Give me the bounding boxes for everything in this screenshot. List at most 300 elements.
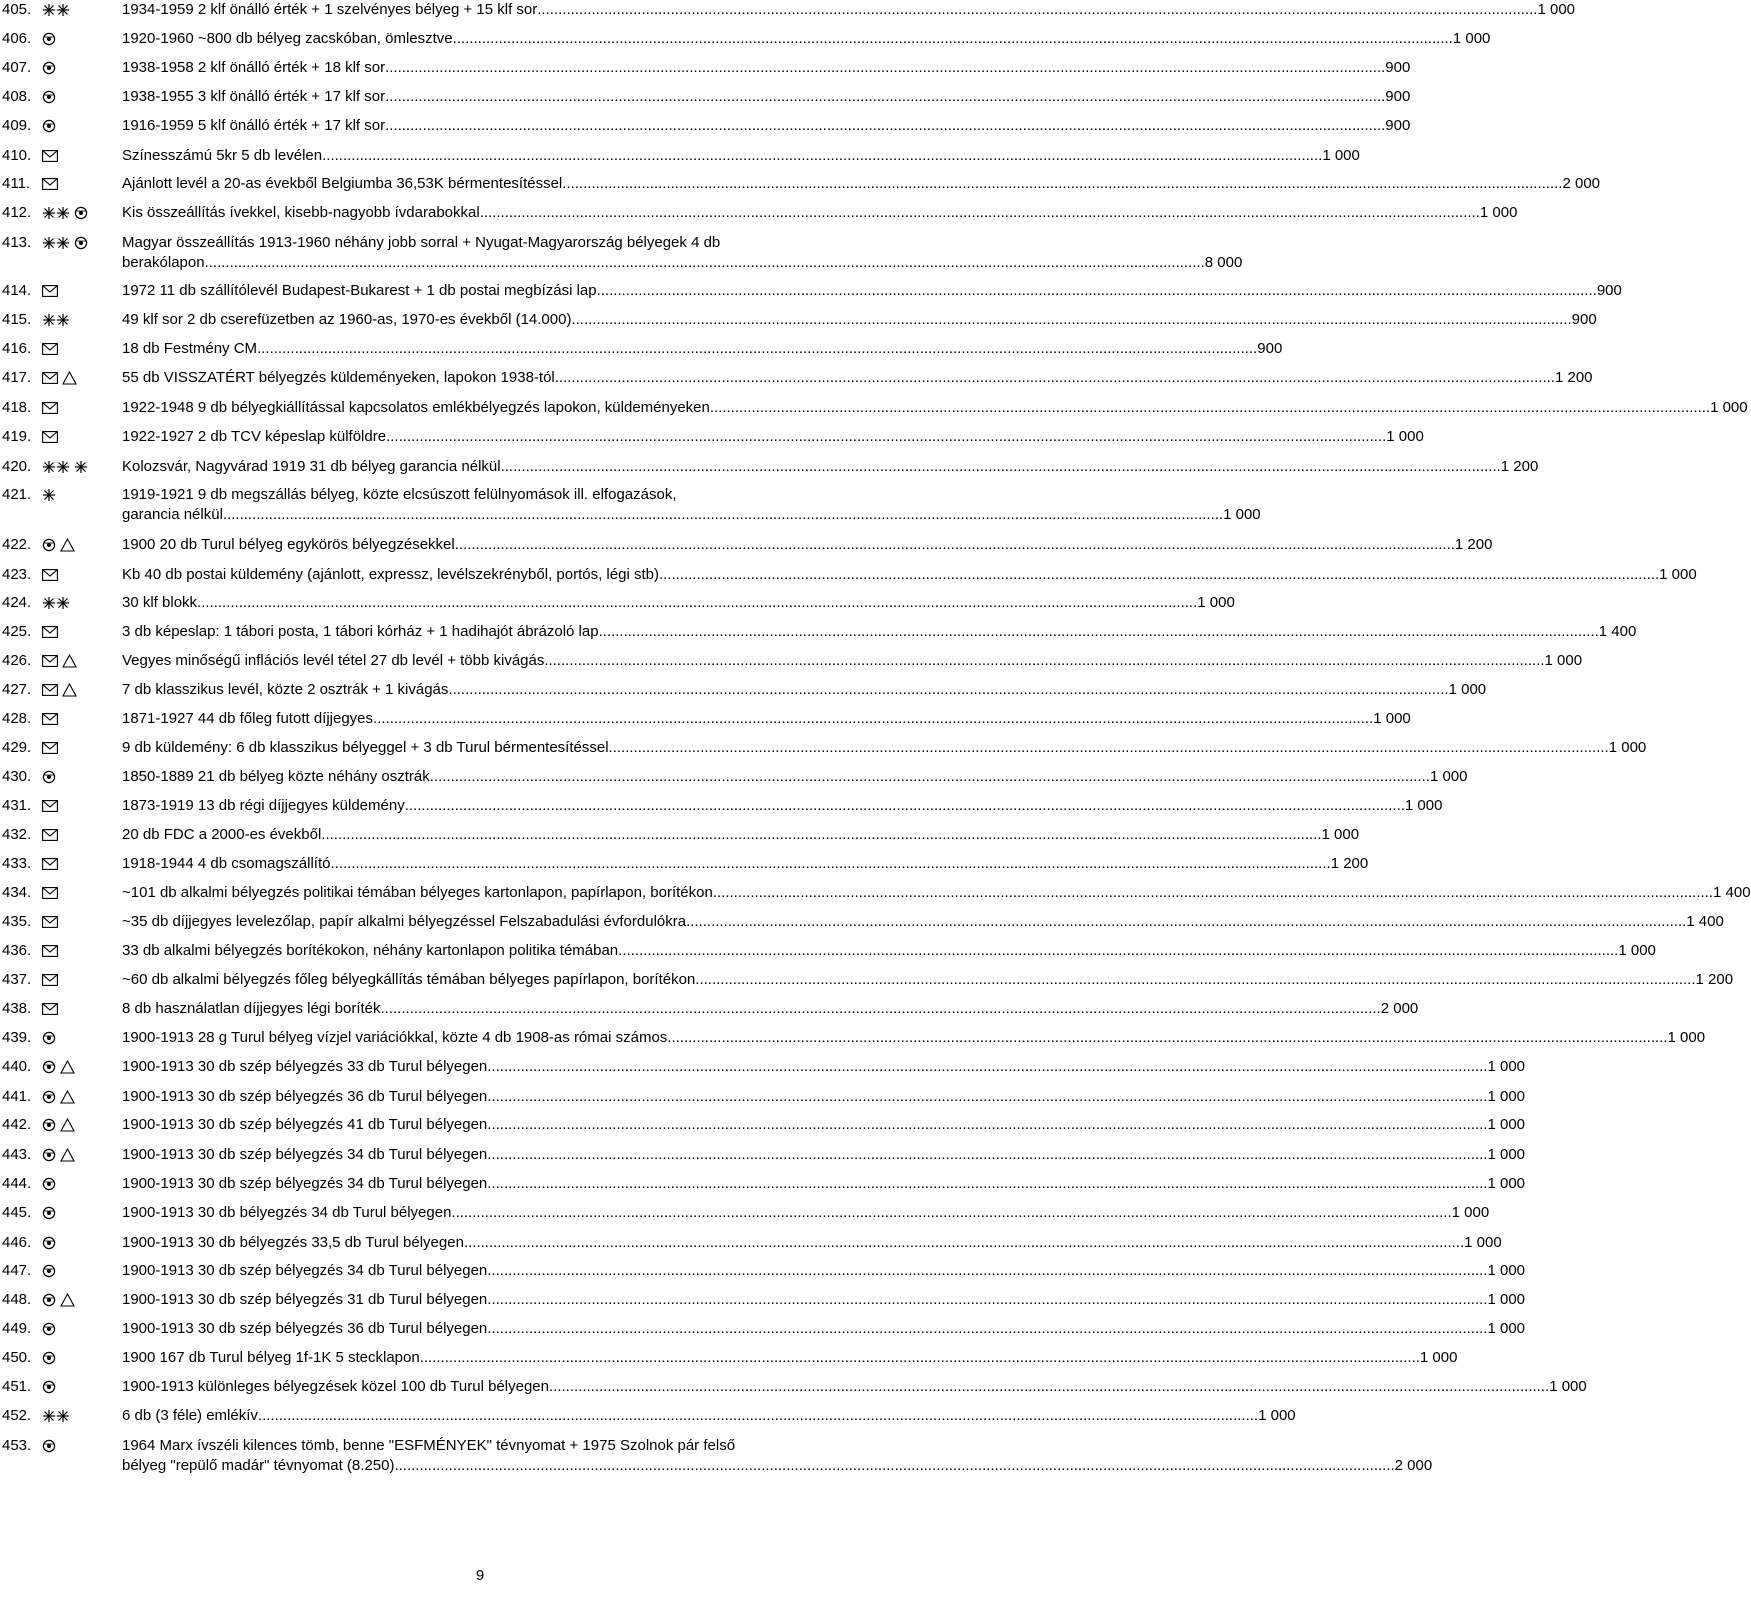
dot-leader [544, 651, 1544, 671]
used-stamp-icon [42, 1439, 56, 1453]
lot-condition-icons [42, 1030, 56, 1046]
lot-description-line [122, 87, 1411, 107]
used-stamp-icon [42, 1351, 56, 1365]
dot-leader [330, 854, 1330, 874]
lot-description-line [122, 1145, 1526, 1165]
dot-leader [480, 203, 1480, 223]
lot-price: 1 000 [1419, 1349, 1458, 1366]
lot-number: 442. [2, 1116, 32, 1133]
dot-leader [197, 593, 1197, 613]
lot-condition-icons [42, 1147, 75, 1163]
lot-price: 1 000 [1321, 826, 1360, 843]
dot-leader [501, 457, 1501, 477]
used-stamp-icon [42, 90, 56, 104]
lot-number: 435. [2, 913, 32, 930]
used-stamp-icon [74, 206, 88, 220]
dot-leader [695, 970, 1695, 990]
lot-condition-icons [42, 595, 70, 611]
triangle-icon [60, 1148, 75, 1162]
lot-description-text: 1900-1913 30 db szép bélyegzés 41 db Turul bélyegen [122, 1116, 488, 1133]
lot-number: 434. [2, 884, 32, 901]
lot-number: 440. [2, 1058, 32, 1075]
lot-price: 1 000 [1197, 594, 1235, 611]
lot-description-line [122, 505, 1261, 525]
lot-condition-icons [42, 89, 56, 105]
lot-condition-icons [42, 1117, 75, 1133]
used-stamp-icon [42, 1322, 56, 1336]
lot-number: 428. [2, 710, 32, 727]
lot-description-text: Kb 40 db postai küldemény (ajánlott, expressz, levélszekrényből, portós, légi stb) [122, 566, 659, 583]
lot-description [122, 1348, 1458, 1368]
lot-condition-icons [42, 537, 75, 553]
lot-number: 408. [2, 88, 32, 105]
lot-description-line: 1919-1921 9 db megszállás bélyeg, közte elcsúszott felülnyomások ill. elfogazások, [122, 486, 677, 503]
lot-number: 443. [2, 1146, 32, 1163]
lot-number: 420. [2, 458, 32, 475]
lot-condition-icons [42, 283, 58, 299]
used-stamp-icon [42, 1031, 56, 1045]
dot-leader [609, 738, 1609, 758]
lot-price: 1 000 [1608, 739, 1647, 756]
lot-description-text: 1900-1913 30 db szép bélyegzés 36 db Turul bélyegen [122, 1088, 488, 1105]
lot-description-line [122, 1261, 1526, 1281]
lot-number: 424. [2, 594, 32, 611]
lot-condition-icons [42, 148, 58, 164]
triangle-icon [62, 683, 77, 697]
lot-number: 452. [2, 1407, 32, 1424]
lot-price: 2 000 [1562, 175, 1601, 192]
lot-description-text: Ajánlott levél a 20-as évekből Belgiumba 36,53K bérmentesítéssel [122, 175, 563, 192]
lot-description-text: 18 db Festmény CM [122, 340, 258, 357]
lot-price: 900 [1385, 59, 1411, 76]
lot-description-line [122, 999, 1419, 1019]
dot-leader [373, 709, 1373, 729]
lot-description [122, 1377, 1587, 1397]
lot-description-line [122, 1087, 1526, 1107]
lot-description [122, 593, 1235, 613]
lot-condition-icons [42, 1205, 56, 1221]
lot-description-line [122, 883, 1751, 903]
dot-leader [710, 398, 1710, 418]
lot-price: 1 000 [1537, 1, 1576, 18]
envelope-icon [42, 626, 58, 638]
lot-description-text: Kolozsvár, Nagyvárad 1919 31 db bélyeg garancia nélkül [122, 458, 501, 475]
used-stamp-icon [42, 1177, 56, 1191]
hinged-stamp-icon [74, 460, 88, 474]
triangle-icon [60, 1090, 75, 1104]
lot-condition-icons [42, 769, 56, 785]
lot-number: 450. [2, 1349, 32, 1366]
used-stamp-icon [42, 1118, 56, 1132]
lot-number: 451. [2, 1378, 32, 1395]
envelope-icon [42, 974, 58, 986]
envelope-icon [42, 684, 58, 696]
envelope-icon [42, 343, 58, 355]
lot-description-line [122, 1028, 1706, 1048]
lot-description [122, 825, 1360, 845]
envelope-icon [42, 713, 58, 725]
lot-condition-icons [42, 1001, 58, 1017]
lot-description-text: 1900 20 db Turul bélyeg egykörös bélyegzésekkel [122, 536, 455, 553]
triangle-icon [62, 371, 77, 385]
lot-condition-icons [42, 429, 58, 445]
lot-description-text: 1900-1913 30 db szép bélyegzés 34 db Turul bélyegen [122, 1175, 488, 1192]
lot-description-text: 1918-1944 4 db csomagszállító [122, 855, 331, 872]
dot-leader [322, 146, 1322, 166]
dot-leader [451, 1203, 1451, 1223]
lot-condition-icons [42, 176, 58, 192]
lot-price: 1 000 [1487, 1262, 1526, 1279]
lot-description-text: bélyeg "repülő madár" tévnyomat (8.250) [122, 1457, 395, 1474]
lot-number: 416. [2, 340, 32, 357]
lot-description-line [122, 58, 1411, 78]
lot-description [122, 565, 1697, 585]
dot-leader [405, 796, 1405, 816]
lot-condition-icons [42, 370, 77, 386]
lot-price: 1 000 [1452, 30, 1491, 47]
mint-stamp-icon [42, 596, 70, 610]
dot-leader [549, 1377, 1549, 1397]
used-stamp-icon [42, 1236, 56, 1250]
lot-description-line [122, 116, 1411, 136]
lot-number: 431. [2, 797, 32, 814]
lot-description-line [122, 1057, 1526, 1077]
lot-condition-icons [42, 885, 58, 901]
lot-price: 1 200 [1330, 855, 1369, 872]
dot-leader [659, 565, 1659, 585]
lot-condition-icons [42, 943, 58, 959]
lot-price: 2 000 [1394, 1457, 1433, 1474]
lot-description-text: 1900 167 db Turul bélyeg 1f-1K 5 stecklapon [122, 1349, 420, 1366]
lot-description-text: Kis összeállítás ívekkel, kisebb-nagyobb ívdarabokkal [122, 204, 480, 221]
lot-description [122, 1319, 1526, 1339]
dot-leader [223, 505, 1223, 525]
lot-description [122, 767, 1468, 787]
lot-description-text: 1850-1889 21 db bélyeg közte néhány osztrák [122, 768, 430, 785]
lot-description-text: berakólapon [122, 254, 205, 271]
lot-description [122, 1436, 1433, 1476]
dot-leader [258, 1406, 1258, 1426]
lot-price: 1 000 [1448, 681, 1487, 698]
lot-description-text: 33 db alkalmi bélyegzés borítékokon, néhány kartonlapon politika témában [122, 942, 619, 959]
lot-description [122, 368, 1593, 388]
lot-condition-icons [42, 740, 58, 756]
envelope-icon [42, 829, 58, 841]
lot-description [122, 999, 1419, 1019]
lot-condition-icons [42, 205, 88, 221]
lot-description-text: 1934-1959 2 klf önálló érték + 1 szelvényes bélyeg + 15 klf sor [122, 1, 538, 18]
dot-leader [555, 368, 1555, 388]
lot-description-text: Vegyes minőségű inflációs levél tétel 27 db levél + több kivágás [122, 652, 545, 669]
triangle-icon [60, 1060, 75, 1074]
lot-description-line [122, 1319, 1526, 1339]
used-stamp-icon [42, 770, 56, 784]
lot-number: 407. [2, 59, 32, 76]
lot-description-text: 1900-1913 30 db bélyegzés 34 db Turul bélyegen [122, 1204, 452, 1221]
lot-condition-icons [42, 798, 58, 814]
lot-number: 417. [2, 369, 32, 386]
lot-description-line [122, 912, 1724, 932]
lot-number: 430. [2, 768, 32, 785]
lot-price: 1 200 [1695, 971, 1734, 988]
lot-price: 2 000 [1380, 1000, 1419, 1017]
dot-leader [453, 29, 1453, 49]
envelope-icon [42, 858, 58, 870]
lot-description [122, 398, 1748, 418]
lot-number: 446. [2, 1234, 32, 1251]
lot-price: 1 000 [1487, 1175, 1526, 1192]
lot-price: 1 000 [1667, 1029, 1706, 1046]
lot-description-line [122, 535, 1493, 555]
lot-description-line [122, 1233, 1502, 1253]
lot-description-line [122, 146, 1360, 166]
lot-description [122, 29, 1491, 49]
lot-description-line [122, 1174, 1526, 1194]
lot-price: 1 400 [1686, 913, 1724, 930]
lot-description-line [122, 825, 1360, 845]
lot-number: 422. [2, 536, 32, 553]
lot-description-text: 1900-1913 28 g Turul bélyeg vízjel variációkkal, közte 4 db 1908-as római számos [122, 1029, 668, 1046]
lot-description [122, 116, 1411, 136]
lot-condition-icons [42, 1321, 56, 1337]
lot-condition-icons [42, 1350, 56, 1366]
dot-leader [205, 253, 1205, 273]
dot-leader [487, 1261, 1487, 1281]
envelope-icon [42, 150, 58, 162]
lot-condition-icons [42, 60, 56, 76]
lot-description-text: 1900-1913 30 db szép bélyegzés 33 db Turul bélyegen [122, 1058, 488, 1075]
lot-description [122, 146, 1360, 166]
envelope-icon [42, 945, 58, 957]
lot-description [122, 1028, 1706, 1048]
lot-description-text: 1920-1960 ~800 db bélyeg zacskóban, ömlesztve [122, 30, 453, 47]
lot-description-line [122, 680, 1487, 700]
lot-description-text: 1938-1955 3 klf önálló érték + 17 klf sor [122, 88, 386, 105]
lot-description-line [122, 398, 1748, 418]
lot-number: 447. [2, 1262, 32, 1279]
used-stamp-icon [42, 1293, 56, 1307]
dot-leader [713, 883, 1713, 903]
lot-number: 414. [2, 282, 32, 299]
triangle-icon [62, 654, 77, 668]
lot-description [122, 709, 1411, 729]
lot-price: 1 000 [1487, 1320, 1526, 1337]
lot-condition-icons [42, 972, 58, 988]
dot-leader [385, 58, 1385, 78]
lot-condition-icons [42, 1408, 70, 1424]
mint-stamp-icon [42, 236, 70, 250]
lot-description-line [122, 1348, 1458, 1368]
lot-price: 1 000 [1429, 768, 1468, 785]
lot-price: 1 000 [1404, 797, 1443, 814]
lot-number: 410. [2, 147, 32, 164]
envelope-icon [42, 569, 58, 581]
lot-description-line [122, 1290, 1526, 1310]
lot-description-line [122, 1203, 1490, 1223]
lot-description-line [122, 368, 1593, 388]
lot-description-line [122, 709, 1411, 729]
envelope-icon [42, 887, 58, 899]
envelope-icon [42, 1003, 58, 1015]
lot-condition-icons [42, 1176, 56, 1192]
dot-leader [571, 310, 1571, 330]
lot-description [122, 1406, 1296, 1426]
lot-description [122, 203, 1518, 223]
lot-description [122, 1087, 1526, 1107]
triangle-icon [60, 1118, 75, 1132]
lot-description-text: 55 db VISSZATÉRT bélyegzés küldeményeken, lapokon 1938-tól [122, 369, 555, 386]
lot-description [122, 941, 1656, 961]
lot-number: 448. [2, 1291, 32, 1308]
lot-description [122, 281, 1622, 301]
envelope-icon [42, 372, 58, 384]
lot-description-text: garancia nélkül [122, 506, 223, 523]
lot-description [122, 233, 1243, 273]
lot-description [122, 1057, 1526, 1077]
lot-price: 1 000 [1479, 204, 1518, 221]
dot-leader [487, 1319, 1487, 1339]
lot-condition-icons [42, 624, 58, 640]
lot-description-line [122, 622, 1637, 642]
lot-price: 1 000 [1659, 566, 1697, 583]
lot-description [122, 457, 1539, 477]
lot-description-line [122, 970, 1734, 990]
lot-number: 415. [2, 311, 32, 328]
lot-number: 439. [2, 1029, 32, 1046]
lot-number: 444. [2, 1175, 32, 1192]
lot-description [122, 738, 1647, 758]
lot-number: 433. [2, 855, 32, 872]
lot-condition-icons [42, 653, 77, 669]
lot-number: 421. [2, 486, 32, 503]
lot-description-line [122, 854, 1369, 874]
lot-condition-icons [42, 1089, 75, 1105]
dot-leader [487, 1087, 1487, 1107]
lot-price: 900 [1385, 88, 1411, 105]
lot-description-text: 1871-1927 44 db főleg futott díjjegyes [122, 710, 374, 727]
dot-leader [420, 1348, 1420, 1368]
lot-condition-icons [42, 400, 58, 416]
lot-price: 1 000 [1322, 147, 1360, 164]
lot-number: 412. [2, 204, 32, 221]
lot-description-line [122, 1456, 1433, 1476]
lot-description-line [122, 29, 1491, 49]
lot-price: 900 [1385, 117, 1411, 134]
lot-description-text: ~35 db díjjegyes levelezőlap, papír alkalmi bélyegzéssel Felszabadulási évfordulókra [122, 913, 687, 930]
lot-description-text: 1900-1913 30 db szép bélyegzés 31 db Turul bélyegen [122, 1291, 488, 1308]
lot-description [122, 174, 1601, 194]
lot-condition-icons [42, 711, 58, 727]
lot-number: 406. [2, 30, 32, 47]
lot-price: 1 000 [1487, 1116, 1526, 1133]
lot-description [122, 427, 1424, 447]
triangle-icon [60, 1293, 75, 1307]
envelope-icon [42, 285, 58, 297]
lot-description-text: 1922-1927 2 db TCV képeslap külföldre [122, 428, 387, 445]
lot-number: 411. [2, 175, 31, 192]
lot-description [122, 310, 1597, 330]
lot-price: 1 000 [1464, 1234, 1502, 1251]
lot-condition-icons [42, 856, 58, 872]
lot-number: 445. [2, 1204, 32, 1221]
lot-condition-icons [42, 312, 70, 328]
lot-number: 423. [2, 566, 32, 583]
lot-description-line: Magyar összeállítás 1913-1960 néhány jobb sorral + Nyugat-Magyarország bélyegek 4 db [122, 234, 721, 251]
lot-price: 1 000 [1258, 1407, 1296, 1424]
lot-condition-icons [42, 459, 88, 475]
lot-condition-icons [42, 1263, 56, 1279]
lot-description-text: 20 db FDC a 2000-es évekből [122, 826, 322, 843]
envelope-icon [42, 655, 58, 667]
lot-number: 441. [2, 1088, 32, 1105]
lot-description [122, 1233, 1502, 1253]
dot-leader [464, 1233, 1464, 1253]
lot-description [122, 970, 1734, 990]
used-stamp-icon [42, 32, 56, 46]
lot-number: 409. [2, 117, 32, 134]
lot-price: 1 200 [1500, 458, 1539, 475]
lot-price: 8 000 [1204, 254, 1243, 271]
dot-leader [385, 87, 1385, 107]
lot-description-text: 1916-1959 5 klf önálló érték + 17 klf sor [122, 117, 386, 134]
lot-description-line [122, 310, 1597, 330]
lot-description-text: 8 db használatlan díjjegyes légi boríték [122, 1000, 381, 1017]
lot-price: 1 200 [1454, 536, 1493, 553]
lot-description-text: 1900-1913 30 db szép bélyegzés 34 db Turul bélyegen [122, 1262, 488, 1279]
dot-leader [686, 912, 1686, 932]
lot-description [122, 1290, 1526, 1310]
lot-number: 437. [2, 971, 32, 988]
lot-description [122, 0, 1576, 20]
dot-leader [537, 0, 1537, 20]
lot-number: 427. [2, 681, 32, 698]
lot-description-text: 9 db küldemény: 6 db klasszikus bélyeggel + 3 db Turul bérmentesítéssel [122, 739, 609, 756]
used-stamp-icon [42, 538, 56, 552]
lot-description-line [122, 1115, 1526, 1135]
lot-description-line [122, 174, 1601, 194]
lot-price: 1 000 [1618, 942, 1656, 959]
mint-stamp-icon [42, 313, 70, 327]
lot-number: 436. [2, 942, 32, 959]
lot-description [122, 58, 1411, 78]
lot-description-text: 30 klf blokk [122, 594, 198, 611]
lot-price: 1 000 [1487, 1088, 1526, 1105]
dot-leader [618, 941, 1618, 961]
triangle-icon [60, 538, 75, 552]
lot-description [122, 796, 1443, 816]
lot-description [122, 1261, 1526, 1281]
lot-price: 1 000 [1710, 399, 1748, 416]
mint-stamp-icon [42, 206, 70, 220]
lot-condition-icons [42, 682, 77, 698]
used-stamp-icon [74, 236, 88, 250]
lot-description [122, 680, 1487, 700]
dot-leader [599, 622, 1599, 642]
lot-description-line [122, 281, 1622, 301]
lot-description-text: 3 db képeslap: 1 tábori posta, 1 tábori kórház + 1 hadihajót ábrázoló lap [122, 623, 599, 640]
lot-condition-icons [42, 567, 58, 583]
lot-description [122, 883, 1751, 903]
lot-price: 1 000 [1373, 710, 1411, 727]
lot-description [122, 535, 1493, 555]
used-stamp-icon [42, 1148, 56, 1162]
lot-number: 418. [2, 399, 32, 416]
dot-leader [448, 680, 1448, 700]
lot-description-line [122, 651, 1583, 671]
page-number: 9 [475, 1567, 485, 1584]
lot-price: 900 [1571, 311, 1597, 328]
dot-leader [667, 1028, 1667, 1048]
